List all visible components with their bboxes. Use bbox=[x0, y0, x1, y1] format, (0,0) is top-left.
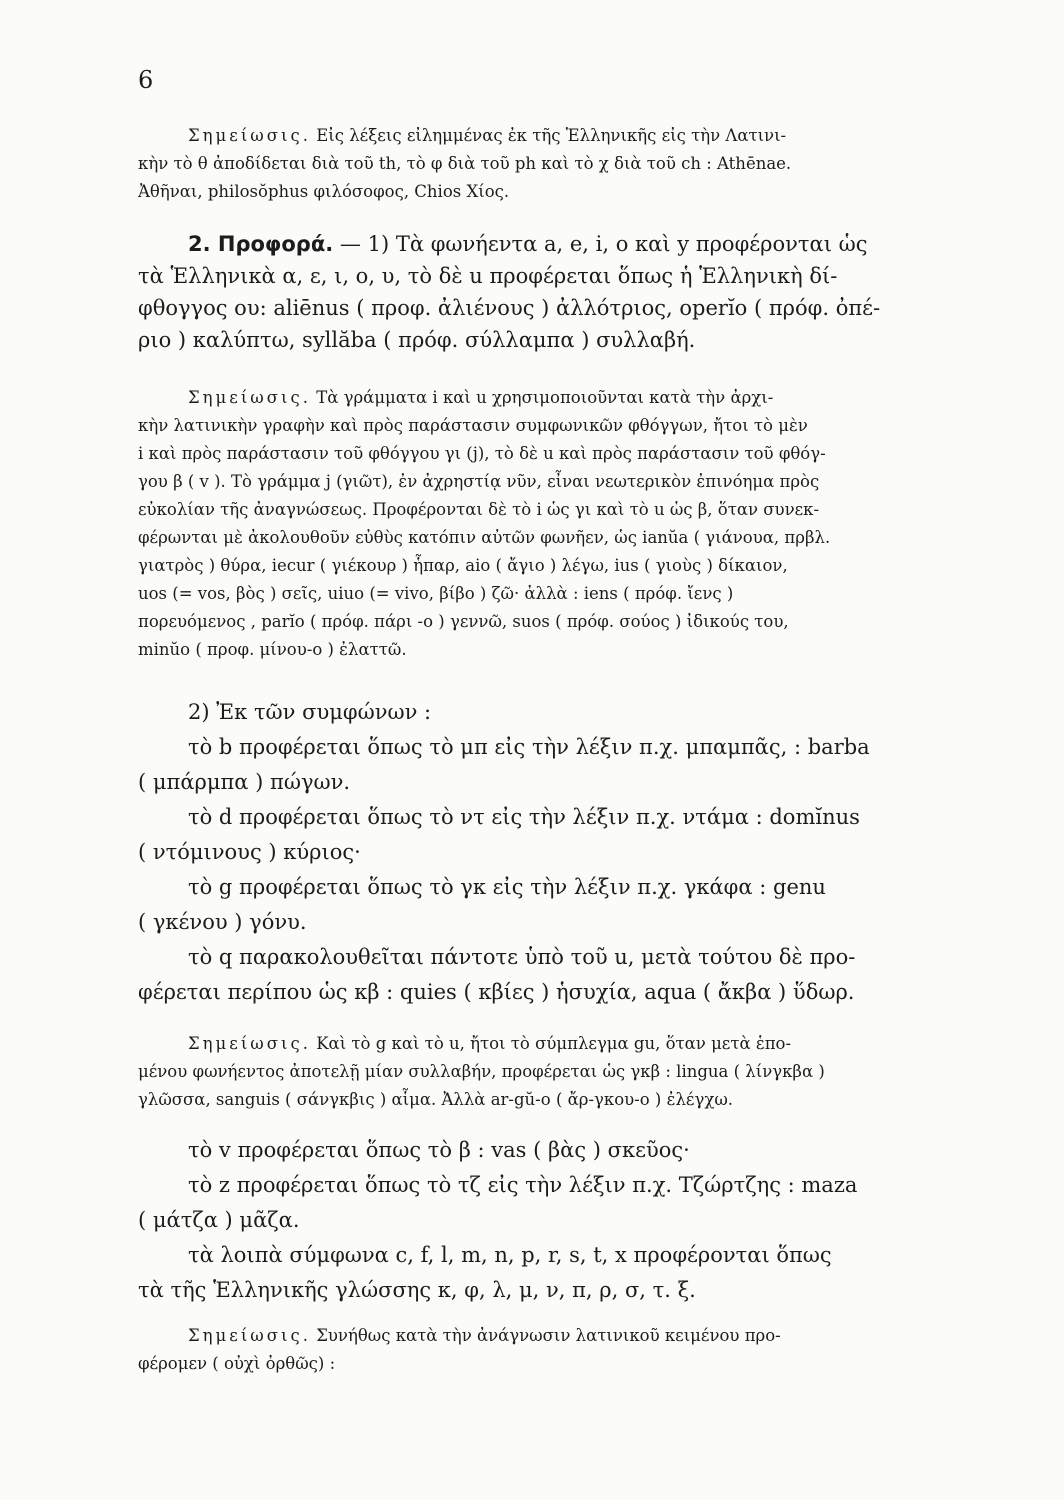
note-1 bbox=[138, 122, 983, 206]
note-4-line-1: Σημείωσις. Συνήθως κατὰ τὴν ἀνάγνωσιν λατινικοῦ κειμένου προ- bbox=[188, 1326, 781, 1345]
note-label: Σημείωσις. bbox=[188, 388, 311, 407]
note-2-line-9: πορευόμενος , parĭo ( πρόφ. πάρι -ο ) γεννῶ, suos ( πρόφ. σούος ) ἰδικούς του, bbox=[138, 612, 789, 631]
consonant-z-line-2: ( μάτζα ) μᾶζα. bbox=[138, 1208, 300, 1232]
consonant-b-line-1: τὸ b προφέρεται ὅπως τὸ μπ εἰς τὴν λέξιν π.χ. μπαμπᾶς, : barba bbox=[188, 735, 870, 759]
note-2-line-8: uos (= vos, βὸς ) σεῖς, uiuo (= vivo, βίβο ) ζῶ· ἀλλὰ : iens ( πρόφ. ἴενς ) bbox=[138, 584, 734, 603]
remaining-consonants-line-2: τὰ τῆς Ἑλληνικῆς γλώσσης κ, φ, λ, μ, ν, π, ρ, σ, τ. ξ. bbox=[138, 1278, 696, 1302]
page-number: 6 bbox=[138, 66, 154, 94]
section-pronunciation bbox=[138, 228, 983, 356]
consonants-section-2 bbox=[138, 1133, 983, 1308]
note-label: Σημείωσις. bbox=[188, 1034, 311, 1053]
consonant-b-line-2: ( μπάρμπα ) πώγων. bbox=[138, 770, 351, 794]
note-3-line-3: γλῶσσα, sanguis ( σάνγκβις ) αἷμα. Ἀλλὰ ar-gŭ-o ( ἄρ-γκου-ο ) ἐλέγχω. bbox=[138, 1090, 734, 1109]
section-pronunciation-line-4: ριο ) καλύπτω, syllăba ( πρόφ. σύλλαμπα ) συλλαβή. bbox=[138, 328, 696, 352]
note-1-line-2: κὴν τὸ θ ἀποδίδεται διὰ τοῦ th, τὸ φ διὰ τοῦ ph καὶ τὸ χ διὰ τοῦ ch : Athēnae. bbox=[138, 154, 792, 173]
consonant-q-line-2: φέρεται περίπου ὡς κβ : quies ( κβίες ) ἡσυχία, aqua ( ἄκβα ) ὕδωρ. bbox=[138, 980, 855, 1004]
note-2-line-10: minŭo ( προφ. μίνου-ο ) ἐλαττῶ. bbox=[138, 640, 407, 659]
consonant-d-line-2: ( ντόμινους ) κύριος· bbox=[138, 840, 361, 864]
note-2-line-6: φέρωνται μὲ ἀκολουθοῦν εὐθὺς κατόπιν αὐτῶν φωνῆεν, ὡς ianŭa ( γιάνουα, πρβλ. bbox=[138, 528, 831, 547]
consonant-d-line-1: τὸ d προφέρεται ὅπως τὸ ντ εἰς τὴν λέξιν π.χ. ντάμα : domĭnus bbox=[188, 805, 860, 829]
section-pronunciation-line-2: τὰ Ἑλληνικὰ α, ε, ι, ο, υ, τὸ δὲ u προφέρεται ὅπως ἡ Ἑλληνικὴ δί- bbox=[138, 264, 838, 288]
note-1-line-1: Σημείωσις. Εἰς λέξεις εἰλημμένας ἐκ τῆς Ἑλληνικῆς εἰς τὴν Λατινι- bbox=[188, 126, 787, 145]
section-pronunciation-line-3: φθογγος ου: aliēnus ( προφ. ἀλιένους ) ἀλλότριος, operĭo ( πρόφ. ὀπέ- bbox=[138, 296, 881, 320]
note-4 bbox=[138, 1322, 983, 1378]
note-2-line-7: γιατρὸς ) θύρα, iecur ( γιέκουρ ) ἧπαρ, aio ( ἄγιο ) λέγω, ius ( γιοὺς ) δίκαιον, bbox=[138, 556, 788, 575]
note-1-line-3: Ἀθῆναι, philosŏphus φιλόσοφος, Chios Χίος. bbox=[138, 182, 510, 201]
section-pronunciation-line-1: 2. Προφορά. — 1) Τὰ φωνήεντα a, e, i, o καὶ y προφέρονται ὡς bbox=[188, 232, 868, 256]
note-3-line-1: Σημείωσις. Καὶ τὸ g καὶ τὸ u, ἤτοι τὸ σύμπλεγμα gu, ὅταν μετὰ ἑπο- bbox=[188, 1034, 792, 1053]
consonant-g-line-2: ( γκένου ) γόνυ. bbox=[138, 910, 307, 934]
note-4-line-2: φέρομεν ( οὐχὶ ὀρθῶς) : bbox=[138, 1354, 336, 1373]
note-2 bbox=[138, 384, 983, 664]
note-label: Σημείωσις. bbox=[188, 1326, 311, 1345]
note-2-line-3: i καὶ πρὸς παράστασιν τοῦ φθόγγου γι (j), τὸ δὲ u καὶ πρὸς παράστασιν τοῦ φθόγ- bbox=[138, 444, 826, 463]
consonant-q-line-1: τὸ q παρακολουθεῖται πάντοτε ὑπὸ τοῦ u, μετὰ τούτου δὲ προ- bbox=[188, 945, 856, 969]
consonant-z-line-1: τὸ z προφέρεται ὅπως τὸ τζ εἰς τὴν λέξιν π.χ. Τζώρτζης : maza bbox=[188, 1173, 858, 1197]
note-3 bbox=[138, 1030, 983, 1114]
consonant-g-line-1: τὸ g προφέρεται ὅπως τὸ γκ εἰς τὴν λέξιν π.χ. γκάφα : genu bbox=[188, 875, 826, 899]
note-3-line-2: μένου φωνήεντος ἀποτελῇ μίαν συλλαβήν, προφέρεται ὡς γκβ : lingua ( λίνγκβα ) bbox=[138, 1062, 825, 1081]
section-heading: 2. Προφορά. bbox=[188, 232, 334, 256]
note-2-line-5: εὐκολίαν τῆς ἀναγνώσεως. Προφέρονται δὲ τὸ i ὡς γι καὶ τὸ u ὡς β, ὅταν συνεκ- bbox=[138, 500, 820, 519]
consonants-intro: 2) Ἐκ τῶν συμφώνων : bbox=[188, 700, 432, 724]
consonants-section bbox=[138, 695, 983, 1010]
note-2-line-1: Σημείωσις. Τὰ γράμματα i καὶ u χρησιμοποιοῦνται κατὰ τὴν ἀρχι- bbox=[188, 388, 774, 407]
consonant-v-line: τὸ v προφέρεται ὅπως τὸ β : vas ( βὰς ) σκεῦος· bbox=[188, 1138, 690, 1162]
note-label: Σημείωσις. bbox=[188, 126, 311, 145]
note-2-line-2: κὴν λατινικὴν γραφὴν καὶ πρὸς παράστασιν συμφωνικῶν φθόγγων, ἤτοι τὸ μὲν bbox=[138, 416, 808, 435]
note-2-line-4: γου β ( v ). Τὸ γράμμα j (γιῶτ), ἐν ἀχρηστίᾳ νῦν, εἶναι νεωτερικὸν ἐπινόημα πρὸς bbox=[138, 472, 820, 491]
remaining-consonants-line-1: τὰ λοιπὰ σύμφωνα c, f, l, m, n, p, r, s, t, x προφέρονται ὅπως bbox=[188, 1243, 832, 1267]
